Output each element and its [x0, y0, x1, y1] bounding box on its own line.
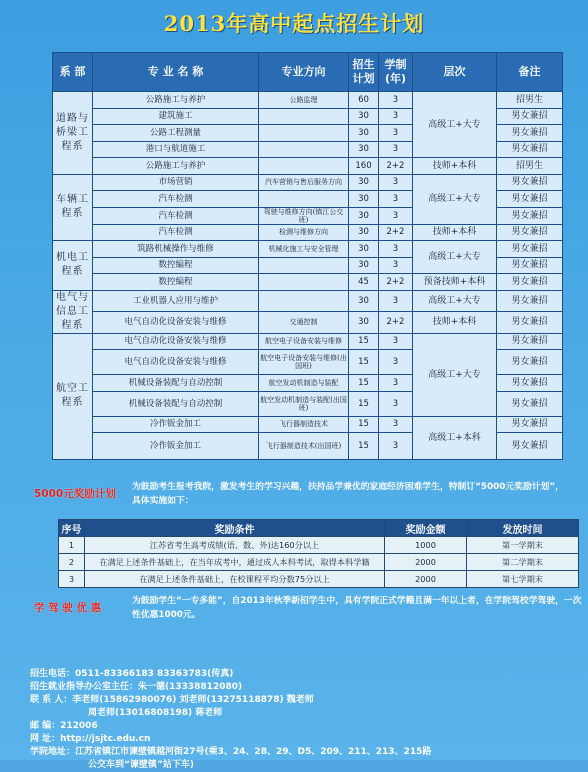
major-name: 筑路机械操作与维修: [93, 241, 259, 258]
contact-postcode: 邮 编：212006: [30, 721, 98, 731]
award-time: 第七学期末: [467, 571, 579, 588]
plan-count: 45: [349, 274, 379, 291]
major-name: 数控编程: [93, 257, 259, 274]
award-condition: 在满足上述条件基础上，在当年成考中，通过成人本科考试，取得本科学籍: [85, 554, 385, 571]
dept-name: 航空工程系: [53, 333, 93, 460]
major-name: 建筑施工: [93, 108, 259, 125]
major-direction: 汽车营销与售后服务方向: [259, 174, 349, 191]
education-level: 预备技师+本科: [413, 274, 497, 291]
table-row: [53, 174, 563, 191]
major-direction: 交通控制: [259, 312, 349, 334]
plan-count: 30: [349, 257, 379, 274]
award-amount: 2000: [385, 554, 467, 571]
award-time: 第一学期末: [467, 537, 579, 554]
major-name: 冷作钣金加工: [93, 416, 259, 433]
major-direction: 航空电子设备安装与维修: [259, 333, 349, 350]
plan-count: 30: [349, 108, 379, 125]
study-years: 3: [379, 108, 413, 125]
enrollment-plan-table-wrap: [52, 52, 562, 472]
contact-persons-1: 联 系 人：李老师(15862980076) 刘老师(13275118878) 魏老师: [30, 695, 314, 705]
contact-phone: 招生电话：0511-83366183 83363783(传真): [30, 669, 234, 679]
enroll-note: 男女兼招: [497, 391, 563, 416]
table-row: [59, 571, 579, 588]
major-name: 汽车检测: [93, 207, 259, 224]
plan-count: 160: [349, 158, 379, 175]
contact-persons-2: 周老师(13016808198) 蒋老师: [88, 708, 223, 718]
enroll-note: 男女兼招: [497, 108, 563, 125]
enroll-note: 男女兼招: [497, 375, 563, 392]
major-direction: 飞行器制造技术: [259, 416, 349, 433]
study-years: 3: [379, 350, 413, 375]
major-direction: 驾驶与维修方向(镇江公交班): [259, 207, 349, 224]
dept-name: 机电工程系: [53, 241, 93, 291]
plan-count: 15: [349, 333, 379, 350]
education-level: 技师+本科: [413, 224, 497, 241]
award-header-amount: 奖励金额: [385, 520, 467, 537]
plan-count: 15: [349, 375, 379, 392]
award-header-row: [59, 520, 579, 537]
education-level: 高级工+大专: [413, 241, 497, 274]
enroll-note: 男女兼招: [497, 141, 563, 158]
enroll-note: 男女兼招: [497, 312, 563, 334]
plan-count: 30: [349, 141, 379, 158]
table-row: [53, 274, 563, 291]
major-direction: 机械化施工与安全管理: [259, 241, 349, 258]
enroll-note: 男女兼招: [497, 290, 563, 312]
enrollment-plan-table: [52, 52, 563, 460]
education-level: 技师+本科: [413, 312, 497, 334]
study-years: 2+2: [379, 224, 413, 241]
award-header-condition: 奖励条件: [85, 520, 385, 537]
major-name: 公路施工与养护: [93, 92, 259, 109]
major-name: 数控编程: [93, 274, 259, 291]
award-heading: 5000元奖励计划: [34, 488, 116, 500]
plan-count: 15: [349, 433, 379, 460]
plan-count: 15: [349, 350, 379, 375]
contact-address-2: 公交车到“谏壁镇”站下车): [88, 760, 194, 770]
header-direction: 专业方向: [259, 53, 349, 92]
major-direction: 航空发动机制造与装配: [259, 375, 349, 392]
table-row: [59, 537, 579, 554]
plan-count: 30: [349, 224, 379, 241]
study-years: 3: [379, 125, 413, 142]
header-plan: 招生计划: [349, 53, 379, 92]
major-direction: [259, 158, 349, 175]
header-level: 层次: [413, 53, 497, 92]
major-name: 公路施工与养护: [93, 158, 259, 175]
major-name: 机械设备装配与自动控制: [93, 391, 259, 416]
award-no: 3: [59, 571, 85, 588]
study-years: 3: [379, 141, 413, 158]
plan-count: 15: [349, 391, 379, 416]
major-name: 市场营销: [93, 174, 259, 191]
table-row: [53, 92, 563, 109]
major-name: 工业机器人应用与维护: [93, 290, 259, 312]
study-years: 3: [379, 333, 413, 350]
plan-count: 30: [349, 290, 379, 312]
plan-count: 30: [349, 125, 379, 142]
enroll-note: 男女兼招: [497, 257, 563, 274]
major-direction: [259, 191, 349, 208]
table-row: [53, 224, 563, 241]
page-title: 2013年高中起点招生计划: [163, 11, 425, 36]
study-years: 3: [379, 391, 413, 416]
dept-name: 道路与桥梁工程系: [53, 92, 93, 175]
contact-info: [30, 668, 570, 772]
study-years: 3: [379, 416, 413, 433]
enroll-note: 男女兼招: [497, 174, 563, 191]
study-years: 3: [379, 433, 413, 460]
major-name: 汽车检测: [93, 224, 259, 241]
table-row: [53, 241, 563, 258]
award-time: 第二学期末: [467, 554, 579, 571]
award-amount: 1000: [385, 537, 467, 554]
enroll-note: 男女兼招: [497, 350, 563, 375]
award-table: [58, 519, 579, 588]
plan-count: 30: [349, 191, 379, 208]
award-condition: 江苏省考生高考成绩(语、数、外)达160分以上: [85, 537, 385, 554]
plan-count: 30: [349, 312, 379, 334]
table-row: [59, 554, 579, 571]
enroll-note: 男女兼招: [497, 274, 563, 291]
table-row: [53, 333, 563, 350]
major-name: 电气自动化设备安装与维修: [93, 333, 259, 350]
award-table-wrap: [58, 519, 578, 588]
major-direction: 航空电子设备安装与维修(出国班): [259, 350, 349, 375]
plan-count: 30: [349, 241, 379, 258]
major-direction: [259, 125, 349, 142]
study-years: 3: [379, 174, 413, 191]
major-direction: [259, 290, 349, 312]
dept-name: 电气与信息工程系: [53, 290, 93, 333]
plan-count: 60: [349, 92, 379, 109]
major-direction: [259, 274, 349, 291]
major-direction: 公路监理: [259, 92, 349, 109]
driving-text: 为鼓励学生“一专多能”，自2013年秋季新招学生中，具有学院正式学籍且满一年以上者，在学院驾校学驾驶，一次性优惠1000元。: [132, 596, 582, 620]
award-amount: 2000: [385, 571, 467, 588]
education-level: 高级工+大专: [413, 333, 497, 416]
table-row: [53, 312, 563, 334]
contact-website: 网 址：http://jsjtc.edu.cn: [30, 734, 151, 744]
dept-name: 车辆工程系: [53, 174, 93, 241]
driving-heading: 学 驾 驶 优 惠: [34, 602, 102, 614]
major-direction: [259, 257, 349, 274]
header-major: 专 业 名 称: [93, 53, 259, 92]
major-direction: [259, 141, 349, 158]
plan-count: 15: [349, 416, 379, 433]
enroll-note: 招男生: [497, 158, 563, 175]
major-name: 港口与航道施工: [93, 141, 259, 158]
table-header-row: [53, 53, 563, 92]
enroll-note: 男女兼招: [497, 125, 563, 142]
major-name: 电气自动化设备安装与维修: [93, 312, 259, 334]
table-row: [53, 416, 563, 433]
study-years: 3: [379, 191, 413, 208]
enroll-note: 男女兼招: [497, 241, 563, 258]
contact-address-1: 学院地址：江苏省镇江市谏壁镇越河街27号(乘3、24、28、29、D5、209、211、213、215路: [30, 747, 432, 757]
plan-count: 30: [349, 207, 379, 224]
table-row: [53, 158, 563, 175]
study-years: 2+2: [379, 312, 413, 334]
major-name: 电气自动化设备安装与维修: [93, 350, 259, 375]
major-name: 汽车检测: [93, 191, 259, 208]
table-row: [53, 290, 563, 312]
award-no: 2: [59, 554, 85, 571]
plan-count: 30: [349, 174, 379, 191]
study-years: 3: [379, 257, 413, 274]
header-years: 学制(年): [379, 53, 413, 92]
major-name: 机械设备装配与自动控制: [93, 375, 259, 392]
education-level: 高级工+大专: [413, 290, 497, 312]
major-direction: 航空发动机制造与装配(出国班): [259, 391, 349, 416]
major-name: 冷作钣金加工: [93, 433, 259, 460]
enroll-note: 男女兼招: [497, 433, 563, 460]
award-intro: 为鼓励考生报考我院，激发考生的学习兴趣，扶持品学兼优的家庭经济困难学生，特制订“5000元奖励计划”，具体实施如下：: [132, 482, 564, 506]
study-years: 3: [379, 241, 413, 258]
award-condition: 在满足上述条件基础上，在校课程平均分数75分以上: [85, 571, 385, 588]
contact-office: 招生就业指导办公室主任：朱一德(13338812080): [30, 682, 243, 692]
education-level: 高级工+本科: [413, 416, 497, 460]
header-dept: 系 部: [53, 53, 93, 92]
study-years: 2+2: [379, 158, 413, 175]
enroll-note: 招男生: [497, 92, 563, 109]
enroll-note: 男女兼招: [497, 416, 563, 433]
major-direction: 检测与维修方向: [259, 224, 349, 241]
study-years: 3: [379, 207, 413, 224]
major-direction: 飞行器制造技术(出国班): [259, 433, 349, 460]
major-direction: [259, 108, 349, 125]
major-name: 公路工程测量: [93, 125, 259, 142]
education-level: 技师+本科: [413, 158, 497, 175]
award-header-no: 序号: [59, 520, 85, 537]
award-no: 1: [59, 537, 85, 554]
header-note: 备注: [497, 53, 563, 92]
study-years: 3: [379, 92, 413, 109]
study-years: 3: [379, 375, 413, 392]
study-years: 3: [379, 290, 413, 312]
enroll-note: 男女兼招: [497, 191, 563, 208]
award-header-time: 发放时间: [467, 520, 579, 537]
enroll-note: 男女兼招: [497, 224, 563, 241]
education-level: 高级工+大专: [413, 92, 497, 158]
enroll-note: 男女兼招: [497, 207, 563, 224]
study-years: 2+2: [379, 274, 413, 291]
education-level: 高级工+大专: [413, 174, 497, 224]
enroll-note: 男女兼招: [497, 333, 563, 350]
